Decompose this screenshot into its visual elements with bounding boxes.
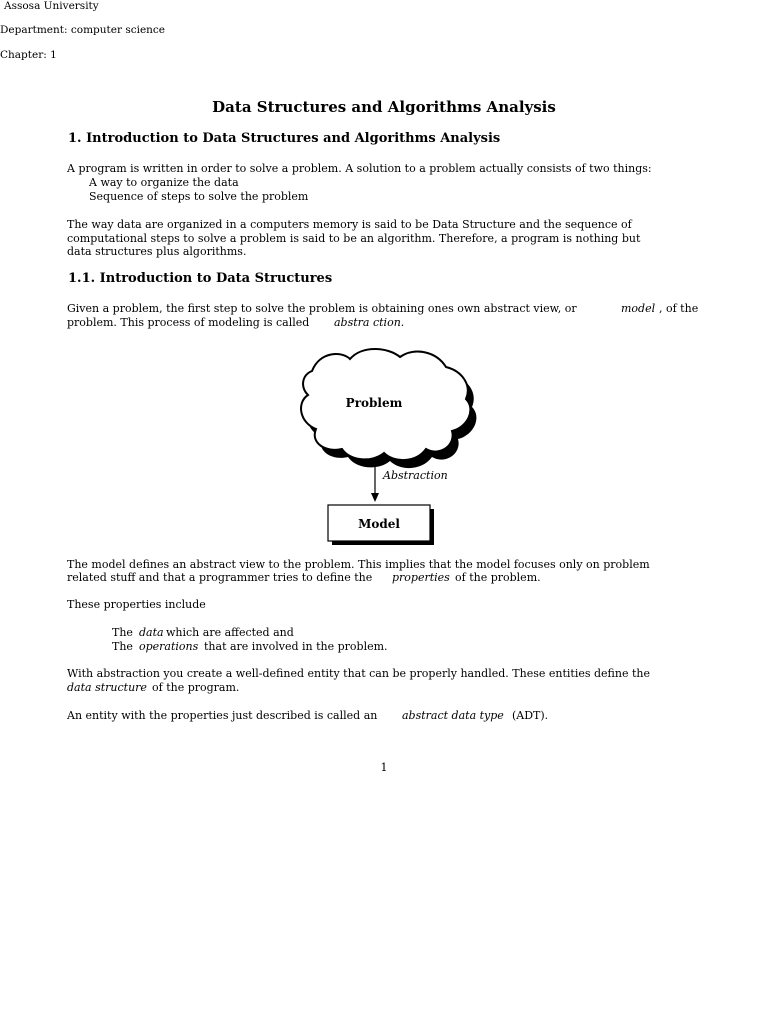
italic-term-abstraction: abstra ction.	[334, 316, 405, 329]
italic-term-adt: abstract data type	[402, 709, 504, 722]
property-prefix: The	[112, 626, 133, 639]
property-text: that are involved in the problem.	[204, 640, 388, 653]
paragraph-line: data structures plus algorithms.	[67, 245, 247, 258]
properties-intro: These properties include	[67, 598, 206, 611]
property-prefix: The	[112, 640, 133, 653]
abstraction-diagram	[290, 345, 480, 555]
model-label: Model	[358, 517, 400, 531]
list-item: A way to organize the data	[89, 176, 239, 189]
paragraph-line: The way data are organized in a computers memory is said to be Data Structure and the sequence of	[67, 218, 632, 231]
property-text: which are affected and	[166, 626, 294, 639]
abstraction-label: Abstraction	[383, 469, 448, 482]
paragraph-line: An entity with the properties just described is called an	[67, 709, 378, 722]
paragraph-line: related stuff and that a programmer tries to define the	[67, 571, 373, 584]
page-number: 1	[380, 761, 388, 774]
chapter-label: Chapter: 1	[0, 49, 57, 61]
section-1-heading: 1. Introduction to Data Structures and Algorithms Analysis	[68, 131, 501, 146]
paragraph-line: With abstraction you create a well-defined entity that can be properly handled. These entities define the	[67, 667, 650, 680]
italic-term-data: data	[139, 626, 164, 639]
italic-term-properties: properties	[392, 571, 450, 584]
paragraph-line-tail: of the problem.	[455, 571, 541, 584]
section-1-1-heading: 1.1. Introduction to Data Structures	[68, 271, 333, 286]
paragraph-line-tail: of the program.	[152, 681, 240, 694]
problem-label: Problem	[345, 396, 403, 410]
document-title: Data Structures and Algorithms Analysis	[212, 98, 556, 116]
paragraph-line: Given a problem, the first step to solve the problem is obtaining ones own abstract view, or	[67, 302, 577, 315]
department-label: Department: computer science	[0, 24, 166, 36]
italic-term-data-structure: data structure	[67, 681, 147, 694]
section-1-intro: A program is written in order to solve a problem. A solution to a problem actually consists of two things:	[67, 162, 652, 175]
paragraph-line: The model defines an abstract view to the problem. This implies that the model focuses only on problem	[67, 558, 650, 571]
university-name: Assosa University	[4, 0, 99, 12]
italic-term-operations: operations	[139, 640, 199, 653]
paragraph-line-tail: (ADT).	[512, 709, 549, 722]
paragraph-line: computational steps to solve a problem is said to be an algorithm. Therefore, a program is nothing but	[67, 232, 641, 245]
arrow-head	[371, 493, 379, 502]
paragraph-line: problem. This process of modeling is called	[67, 316, 310, 329]
list-item: Sequence of steps to solve the problem	[89, 190, 309, 203]
italic-term-model: model	[621, 302, 656, 315]
paragraph-line-tail: , of the	[659, 302, 699, 315]
